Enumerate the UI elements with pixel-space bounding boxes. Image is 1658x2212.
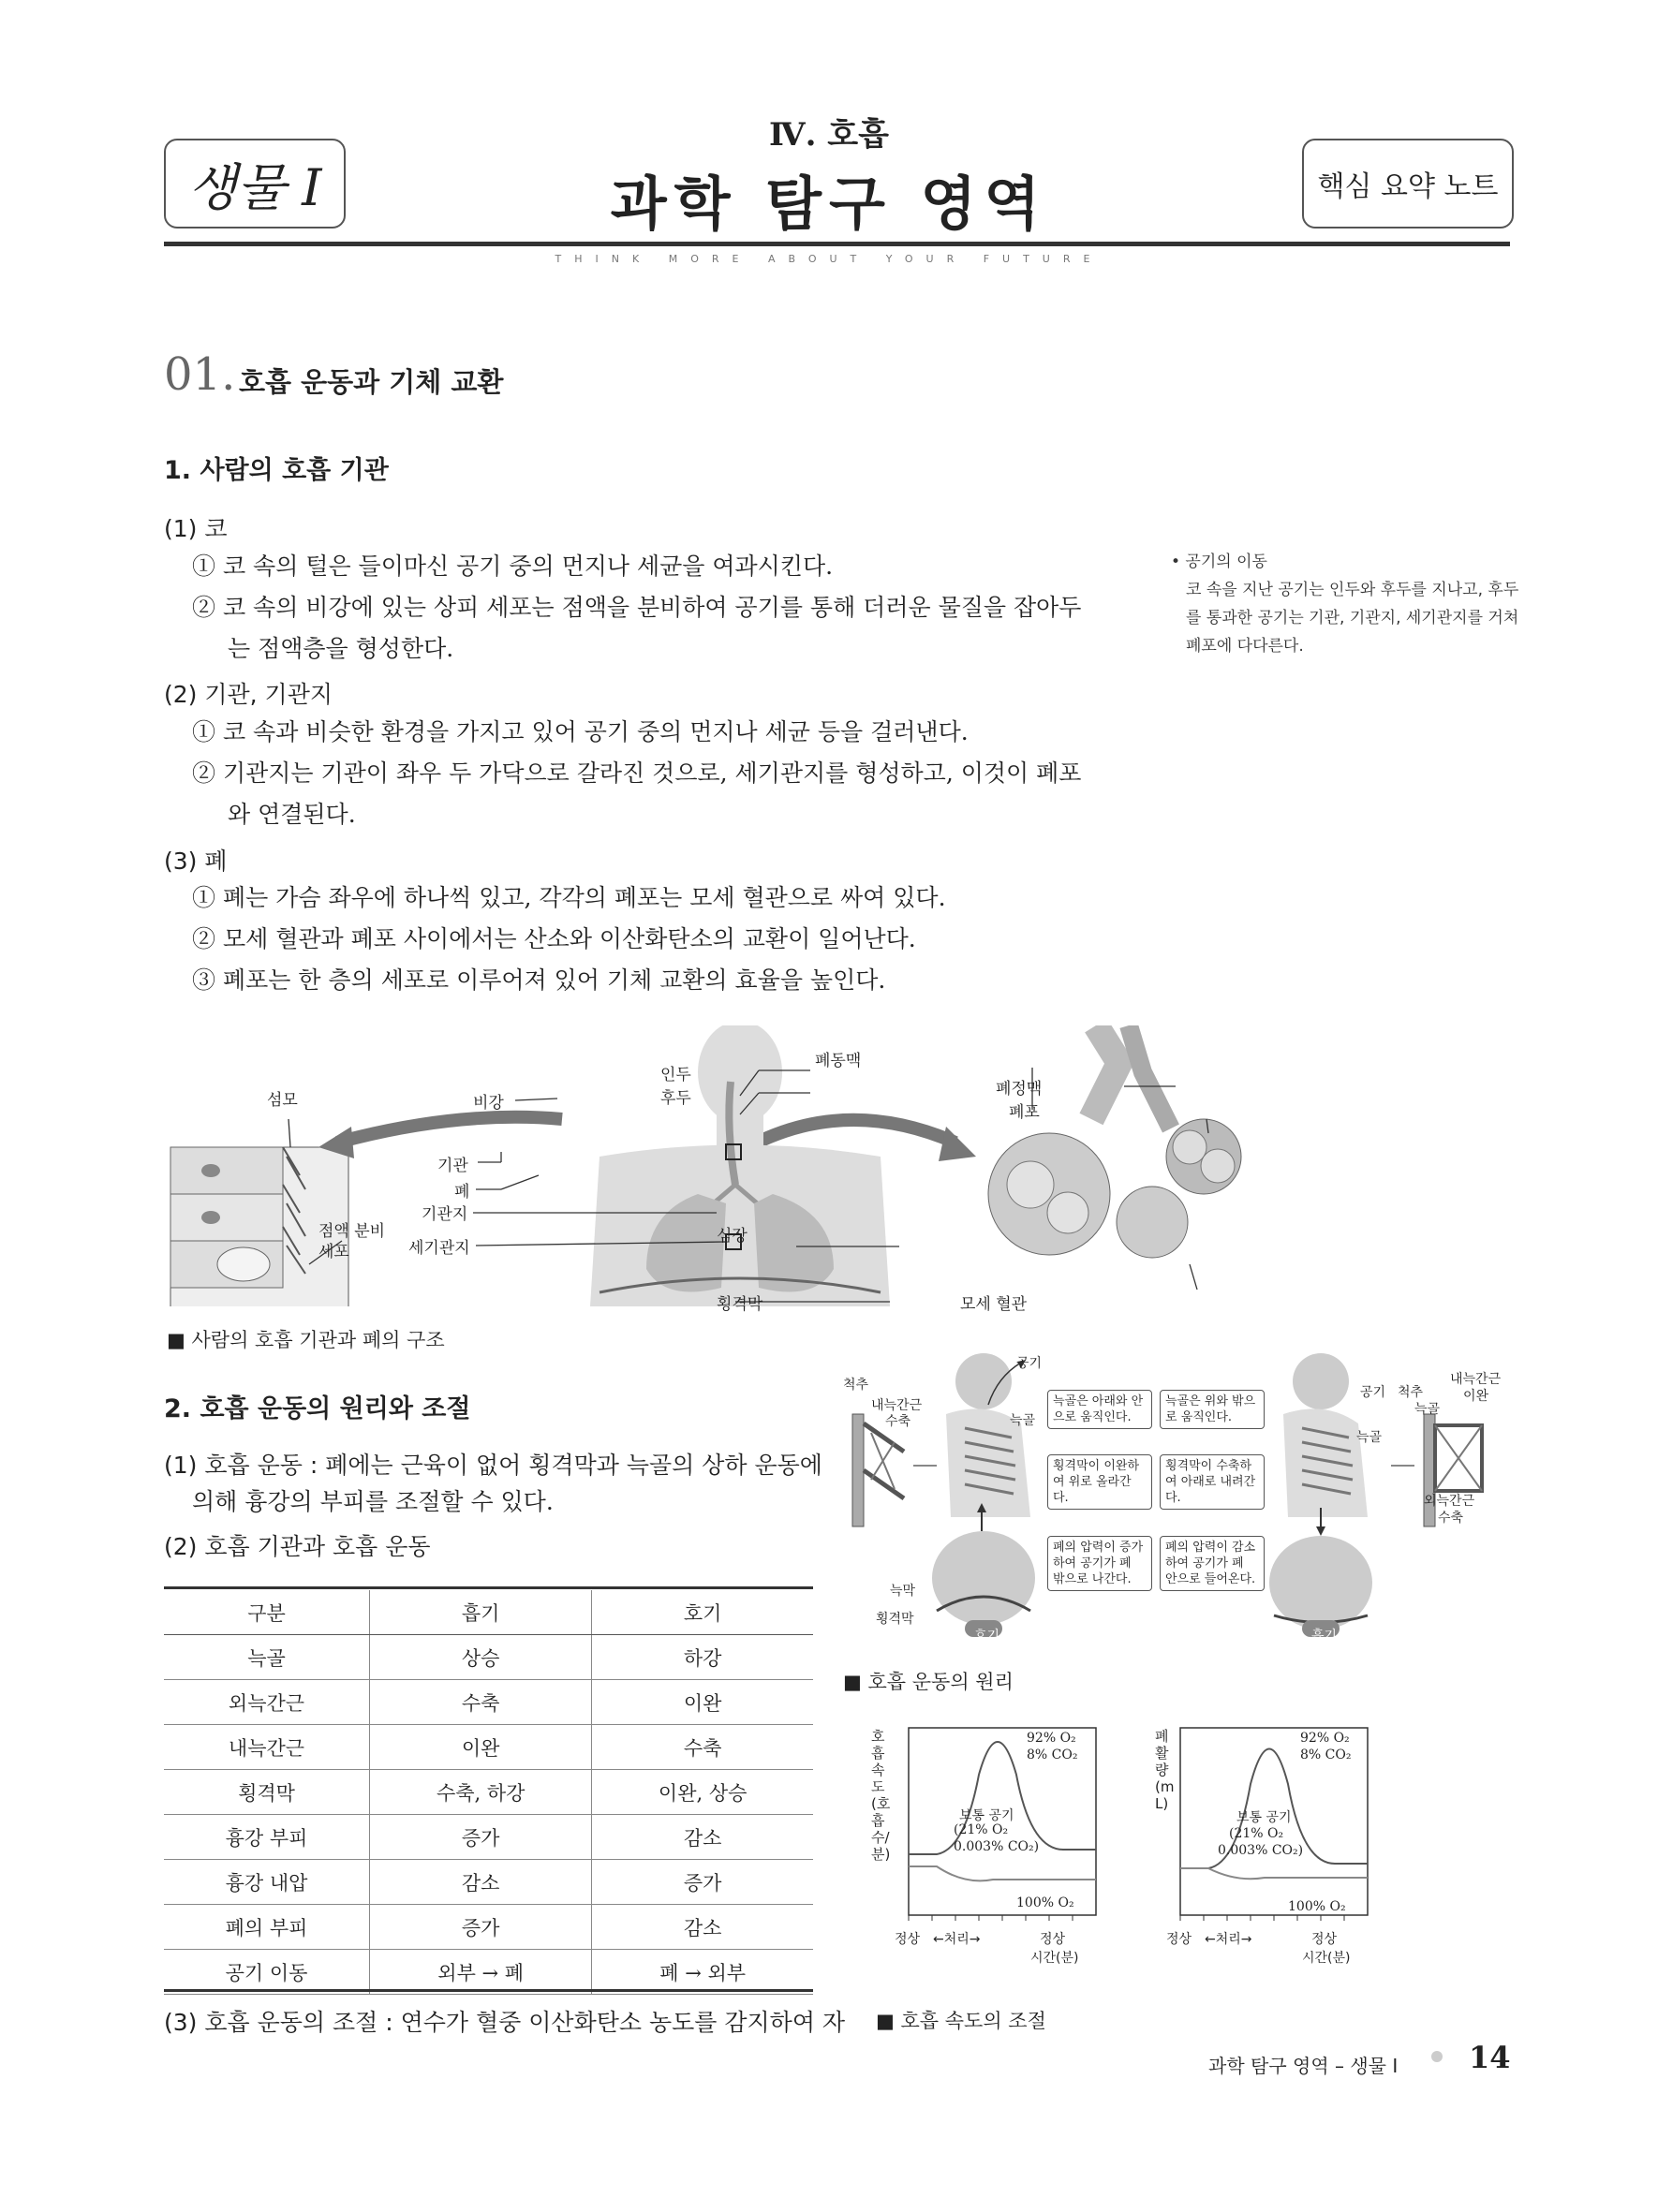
side-note-title: • 공기의 이동 — [1171, 553, 1267, 571]
rate-left-x-normal-2: 정상 — [1040, 1932, 1066, 1947]
label-lung: 폐 — [454, 1183, 470, 1202]
table-cell: 감소 — [592, 1905, 813, 1950]
item-trachea-line-3: 와 연결된다. — [228, 801, 356, 828]
label-contract-left: 수축 — [885, 1414, 911, 1429]
item-breathing-label: (1) 호흡 운동 : — [164, 1452, 326, 1479]
label-external-intercostal: 외늑간근 — [1424, 1494, 1475, 1509]
label-alveolus: 폐포 — [1009, 1103, 1040, 1122]
item-regulation-label: (3) 호흡 운동의 조절 : — [164, 2009, 401, 2036]
label-mucus-cell-2: 세포 — [318, 1243, 349, 1261]
side-note-text: 코 속을 지난 공기는 인두와 후두를 지나고, 후두를 통과한 공기는 기관, 기관지, 세기관지를 거쳐 폐포에 다다른다. — [1186, 581, 1519, 656]
subject-label: 생물 I — [187, 157, 322, 217]
item-nose-line-1: ① 코 속의 털은 들이마신 공기 중의 먼지나 세균을 여과시킨다. — [192, 553, 834, 580]
table-cell: 상승 — [370, 1635, 592, 1680]
rate-left-mid-label-3: 0.003% CO₂) — [954, 1839, 1040, 1854]
table-row — [164, 1905, 813, 1950]
principle-box: 늑골은 위와 밖으로 움직인다. — [1160, 1390, 1265, 1429]
label-pleura: 늑막 — [890, 1584, 916, 1599]
table-row — [164, 1635, 813, 1680]
rate-left-mid-label-1: 보통 공기 — [959, 1808, 1014, 1823]
label-diaphragm: 횡격막 — [717, 1295, 763, 1314]
table-cell: 폐의 부피 — [164, 1905, 370, 1950]
torso-inhale — [1269, 1353, 1372, 1637]
rate-left-bottom-label: 100% O₂ — [1016, 1895, 1074, 1910]
figure-caption-rate: ■ 호흡 속도의 조절 — [876, 2010, 1046, 2032]
rate-left-x-time: 시간(분) — [1030, 1951, 1079, 1966]
label-air-left: 공기 — [1016, 1356, 1043, 1371]
table-cell: 외부 → 폐 — [370, 1950, 592, 1995]
rate-left-mid-label-2: (21% O₂ — [954, 1822, 1009, 1837]
label-contract-right: 수축 — [1438, 1511, 1464, 1526]
item-nose-label: (1) 코 — [164, 515, 228, 542]
rate-right-top-label-1: 92% O₂ — [1300, 1731, 1350, 1746]
rate-left-ylabel: 호흡 속도(호흡 수/분) — [871, 1728, 891, 1863]
rate-right-bottom-label: 100% O₂ — [1288, 1899, 1346, 1914]
table-row — [164, 1860, 813, 1905]
table-cell: 수축, 하강 — [370, 1770, 592, 1815]
table-cell: 흉강 내압 — [164, 1860, 370, 1905]
item-lung-line-1: ① 폐는 가슴 좌우에 하나씩 있고, 각각의 폐포는 모세 혈관으로 싸여 있다. — [192, 884, 946, 911]
table-row — [164, 1770, 813, 1815]
rate-left-top-label-2: 8% CO₂ — [1027, 1747, 1078, 1762]
figure-caption-principle: ■ 호흡 운동의 원리 — [843, 1671, 1014, 1693]
rib-lever-model-exhale — [852, 1414, 904, 1526]
rate-left-x-treat: ←처리→ — [933, 1932, 981, 1947]
table-row — [164, 1725, 813, 1770]
rate-right-x-treat: ←처리→ — [1205, 1932, 1252, 1947]
table-cell: 증가 — [370, 1905, 592, 1950]
rate-right-top-label-2: 8% CO₂ — [1300, 1747, 1352, 1762]
rate-left-x-normal: 정상 — [895, 1932, 921, 1947]
label-air-right: 공기 — [1360, 1385, 1386, 1400]
table-cell: 내늑간근 — [164, 1725, 370, 1770]
table-cell: 증가 — [592, 1860, 813, 1905]
item-table-label: (2) 호흡 기관과 호흡 운동 — [164, 1533, 431, 1560]
label-capillary: 모세 혈관 — [960, 1295, 1028, 1314]
item-breathing-def — [164, 1447, 822, 1481]
table-cell: 감소 — [370, 1860, 592, 1905]
label-exhale: 호기 — [974, 1629, 1000, 1644]
figure-caption-organs: ■ 사람의 호흡 기관과 폐의 구조 — [167, 1329, 445, 1351]
item-trachea-line-2: ② 기관지는 기관이 좌우 두 가닥으로 갈라진 것으로, 세기관지를 형성하고, 이것이 폐포 — [192, 759, 1082, 787]
label-cilia: 섬모 — [267, 1091, 298, 1110]
label-bronchiole: 세기관지 — [408, 1239, 470, 1258]
label-heart: 심장 — [717, 1227, 748, 1246]
table-cell: 공기 이동 — [164, 1950, 370, 1995]
label-pulmonary-vein: 폐정맥 — [996, 1080, 1043, 1099]
tagline: THINK MORE ABOUT YOUR FUTURE — [555, 253, 1103, 265]
label-internal-intercostal-left: 내늑간근 — [871, 1398, 923, 1413]
table-cell: 이완 — [370, 1725, 592, 1770]
side-note — [1171, 548, 1527, 660]
table-top-rule — [164, 1586, 813, 1589]
rate-left-top-label-1: 92% O₂ — [1027, 1731, 1076, 1746]
item-regulation-text: 연수가 혈중 이산화탄소 농도를 감지하여 자 — [400, 2009, 846, 2036]
table-cell: 감소 — [592, 1815, 813, 1860]
rate-right-ylabel: 폐 활량(mL) — [1155, 1728, 1175, 1812]
label-trachea: 기관 — [437, 1157, 468, 1175]
table-header: 흡기 — [370, 1590, 592, 1635]
item-trachea-label: (2) 기관, 기관지 — [164, 681, 333, 708]
label-rib-left: 늑골 — [1010, 1413, 1036, 1428]
principle-box: 늑골은 아래와 안으로 움직인다. — [1047, 1390, 1152, 1429]
label-spine-left: 척추 — [843, 1378, 869, 1393]
principle-box: 폐의 압력이 증가하여 공기가 폐 밖으로 나간다. — [1047, 1536, 1152, 1591]
table-cell: 수축 — [370, 1680, 592, 1725]
rate-right-mid-label-2: (21% O₂ — [1229, 1826, 1284, 1841]
label-nasal: 비강 — [473, 1094, 504, 1113]
table-cell: 흉강 부피 — [164, 1815, 370, 1860]
rate-right-x-normal: 정상 — [1166, 1932, 1192, 1947]
unit-title: Ⅳ. 호흡 — [769, 116, 889, 154]
footer-dot — [1431, 2051, 1443, 2062]
note-label: 핵심 요약 노트 — [1317, 170, 1499, 203]
item-nose-line-2: ② 코 속의 비강에 있는 상피 세포는 점액을 분비하여 공기를 통해 더러운 물질을 잡아두 — [192, 594, 1082, 621]
table-header: 구분 — [164, 1590, 370, 1635]
principle-box: 횡격막이 수축하여 아래로 내려간다. — [1160, 1454, 1265, 1510]
item-trachea-line-1: ① 코 속과 비슷한 환경을 가지고 있어 공기 중의 먼지나 세균 등을 걸러낸다. — [192, 718, 969, 745]
table-bottom-rule — [164, 1989, 813, 1992]
breathing-table — [164, 1590, 813, 1995]
rate-right-mid-label-1: 보통 공기 — [1236, 1810, 1292, 1825]
table-cell: 이완, 상승 — [592, 1770, 813, 1815]
item-nose-line-3: 는 점액층을 형성한다. — [228, 635, 454, 662]
table-cell: 하강 — [592, 1635, 813, 1680]
rate-right-x-normal-2: 정상 — [1311, 1932, 1338, 1947]
table-cell: 이완 — [592, 1680, 813, 1725]
item-breathing-line-2: 의해 흉강의 부피를 조절할 수 있다. — [192, 1488, 554, 1515]
label-mucus-cell-1: 점액 분비 — [318, 1222, 386, 1241]
table-header-row — [164, 1590, 813, 1635]
table-row — [164, 1950, 813, 1995]
part1-title: 1. 사람의 호흡 기관 — [164, 456, 389, 485]
label-rib-right: 늑골 — [1356, 1430, 1383, 1445]
label-rib-top-right: 늑골 — [1414, 1402, 1441, 1417]
alveoli-illustration — [988, 1025, 1241, 1258]
part2-title: 2. 호흡 운동의 원리와 조절 — [164, 1394, 471, 1423]
item-breathing-line-1: 폐에는 근육이 없어 횡격막과 늑골의 상하 운동에 — [325, 1452, 822, 1479]
table-row — [164, 1680, 813, 1725]
label-pulmonary-artery: 폐동맥 — [815, 1052, 862, 1070]
label-diaphragm-left: 횡격막 — [876, 1612, 914, 1627]
table-cell: 외늑간근 — [164, 1680, 370, 1725]
section-title: 호흡 운동과 기체 교환 — [239, 366, 504, 398]
table-cell: 증가 — [370, 1815, 592, 1860]
label-larynx: 후두 — [660, 1089, 691, 1108]
label-internal-intercostal-right: 내늑간근 — [1450, 1372, 1502, 1387]
page-number: 14 — [1469, 2040, 1511, 2075]
footer-text: 과학 탐구 영역 – 생물 Ⅰ — [1208, 2055, 1399, 2077]
table-cell: 횡격막 — [164, 1770, 370, 1815]
table-cell: 늑골 — [164, 1635, 370, 1680]
torso-exhale — [932, 1353, 1035, 1637]
label-spine-right: 척추 — [1398, 1385, 1424, 1400]
item-regulation — [164, 2004, 845, 2038]
principle-box: 폐의 압력이 감소하여 공기가 폐 안으로 들어온다. — [1160, 1536, 1265, 1591]
table-row — [164, 1815, 813, 1860]
table-header: 호기 — [592, 1590, 813, 1635]
header-rule — [164, 242, 1510, 246]
label-bronchus: 기관지 — [422, 1205, 468, 1224]
item-lung-label: (3) 폐 — [164, 848, 228, 875]
label-pharynx: 인두 — [660, 1066, 691, 1084]
page-title: 과학 탐구 영역 — [610, 170, 1048, 238]
table-cell: 폐 → 외부 — [592, 1950, 813, 1995]
table-cell: 수축 — [592, 1725, 813, 1770]
rate-right-mid-label-3: 0.003% CO₂) — [1218, 1843, 1304, 1858]
item-lung-line-3: ③ 폐포는 한 층의 세포로 이루어져 있어 기체 교환의 효율을 높인다. — [192, 966, 886, 994]
item-lung-line-2: ② 모세 혈관과 폐포 사이에서는 산소와 이산화탄소의 교환이 일어난다. — [192, 925, 916, 952]
label-inhale: 흡기 — [1311, 1629, 1338, 1644]
rate-right-x-time: 시간(분) — [1302, 1951, 1351, 1966]
note-box — [1302, 139, 1514, 229]
label-relax-right: 이완 — [1463, 1389, 1489, 1404]
section-number: 01. — [164, 348, 236, 401]
principle-box: 횡격막이 이완하여 위로 올라간다. — [1047, 1454, 1152, 1510]
